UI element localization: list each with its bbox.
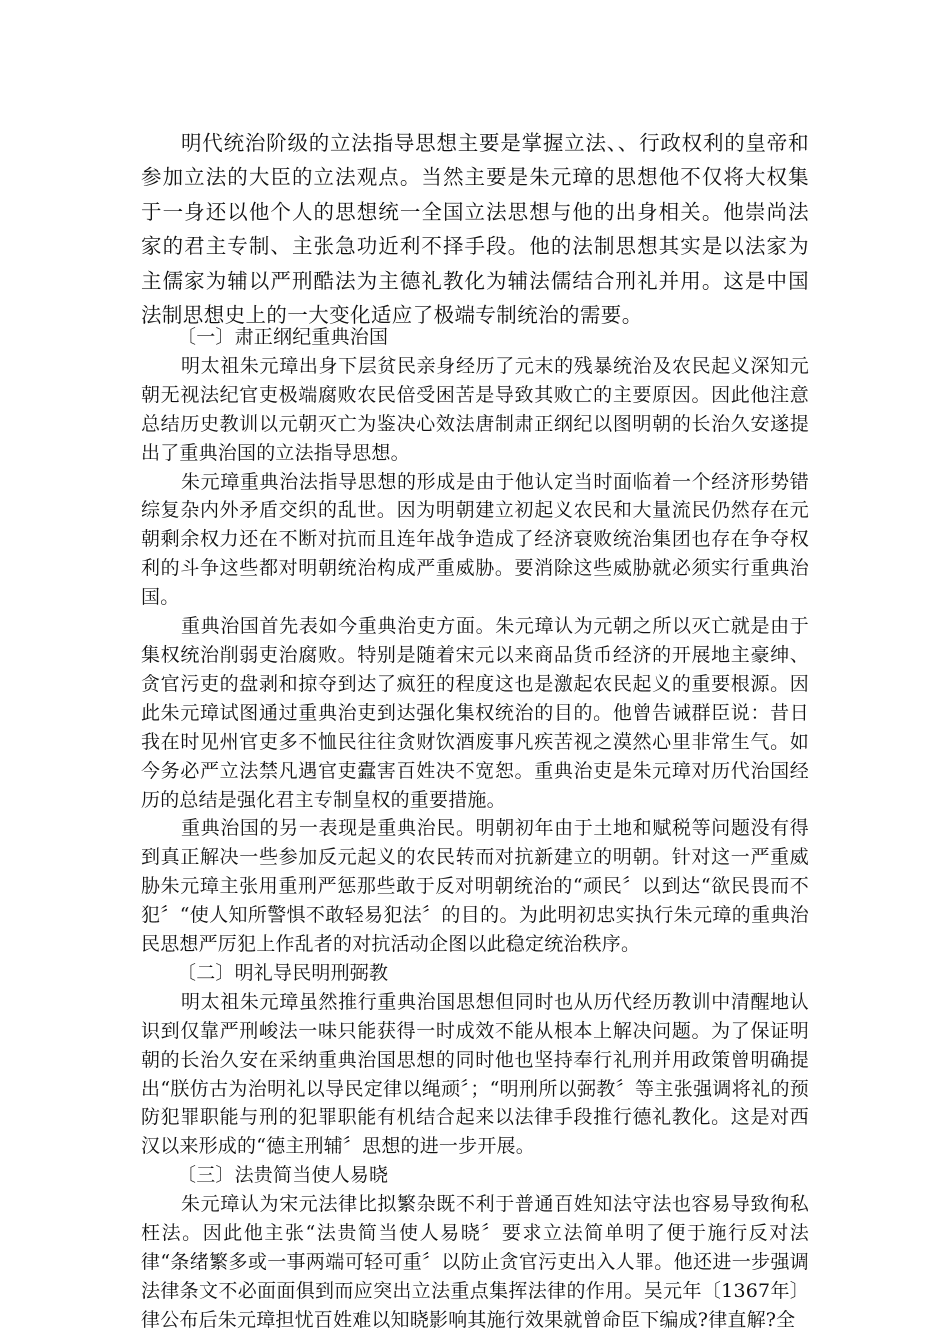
paragraph: 明太祖朱元璋出身下层贫民亲身经历了元末的残暴统治及农民起义深知元朝无视法纪官吏极端腐败农民倍受困苦是导致其败亡的主要原因。因此他注意总结历史教训以元朝灭亡为鉴决心效法唐制肃正纲纪以图明朝的长治久安遂提出了重典治国的立法指导思想。 — [141, 354, 809, 464]
section-heading-2: 〔二〕明礼导民明刑弼教 — [177, 961, 389, 984]
paragraph: 重典治国的另一表现是重典治民。明朝初年由于土地和赋税等问题没有得到真正解决一些参加反元起义的农民转而对抗新建立的明朝。针对这一严重威胁朱元璋主张用重刑严惩那些敢于反对明朝统治的“顽民〞以到达“欲民畏而不犯〞“使人知所警惧不敢轻易犯法〞的目的。为此明初忠实执行朱元璋的重典治民思想严厉犯上作乱者的对抗活动企图以此稳定统治秩序。 — [141, 817, 809, 956]
paragraph: 朱元璋认为宋元法律比拟繁杂既不利于普通百姓知法守法也容易导致徇私枉法。因此他主张“法贵简当使人易晓〞要求立法简单明了便于施行反对法律“条绪繁多或一事两端可轻可重〞以防止贪官污吏出入人罪。他还进一步强调法律条文不必面面俱到而应突出立法重点集挥法律的作用。吴元年〔1367年〕律公布后朱元璋担忧百姓难以知晓影响其施行效果就曾命臣下编成?律直解?全 — [141, 1193, 809, 1331]
intro-paragraph: 明代统治阶级的立法指导思想主要是掌握立法、、行政权利的皇帝和参加立法的大臣的立法观点。当然主要是朱元璋的思想他不仅将大权集于一身还以他个人的思想统一全国立法思想与他的出身相关。他崇尚法家的君主专制、主张急功近利不择手段。他的法制思想其实是以法家为主儒家为辅以严刑酷法为主德礼教化为辅法儒结合刑礼并用。这是中国法制思想史上的一大变化适应了极端专制统治的需要。 — [141, 131, 809, 328]
section-heading-1: 〔一〕肃正纲纪重典治国 — [177, 326, 389, 348]
paragraph: 明太祖朱元璋虽然推行重典治国思想但同时也从历代经历教训中清醒地认识到仅靠严刑峻法一味只能获得一时成效不能从根本上解决问题。为了保证明朝的长治久安在采纳重典治国思想的同时他也坚持奉行礼刑并用政策曾明确提出“朕仿古为治明礼以导民定律以绳顽〞；“明刑所以弼教〞等主张强调将礼的预防犯罪职能与刑的犯罪职能有机结合起来以法律手段推行德礼教化。这是对西汉以来形成的“德主刑辅〞思想的进一步开展。 — [141, 990, 809, 1158]
paragraph: 朱元璋重典治法指导思想的形成是由于他认定当时面临着一个经济形势错综复杂内外矛盾交织的乱世。因为明朝建立初起义农民和大量流民仍然存在元朝剩余权力还在不断对抗而且连年战争造成了经济衰败统治集团也存在争夺权利的斗争这些都对明朝统治构成严重威胁。要消除这些威胁就必须实行重典治国。 — [141, 470, 809, 609]
document-body — [141, 323, 809, 1335]
paragraph: 重典治国首先表如今重典治吏方面。朱元璋认为元朝之所以灭亡就是由于集权统治削弱吏治腐败。特别是随着宋元以来商品货币经济的开展地主豪绅、贪官污吏的盘剥和掠夺到达了疯狂的程度这也是激起农民起义的重要根源。因此朱元璋试图通过重典治吏到达强化集权统治的目的。他曾告诫群臣说：昔日我在时见州官吏多不恤民往往贪财饮酒废事凡疾苦视之漠然心里非常生气。如今务必严立法禁凡遇官吏蠹害百姓决不宽恕。重典治吏是朱元璋对历代治国经历的总结是强化君主专制皇权的重要措施。 — [141, 615, 809, 811]
section-heading-3: 〔三〕法贵简当使人易晓 — [177, 1164, 389, 1187]
